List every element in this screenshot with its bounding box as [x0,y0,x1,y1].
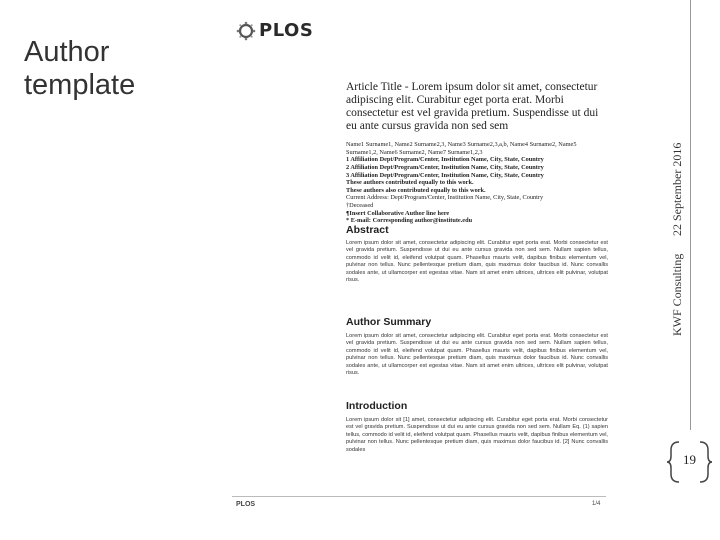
author-list: Name1 Surname1, Name2 Surname2,3, Name3 Surname2,3,a,b, Name4 Surname2, Name5 Surname1,2, Name6 Surname2, Name7 Surname1,2,3 [346,141,577,156]
author-summary-heading: Author Summary [346,316,432,328]
sidebar-author: KWF Consulting [670,253,684,336]
page-number-badge [667,440,712,484]
note-email: * E-mail: Corresponding author@institute.edu [346,217,473,225]
introduction-heading: Introduction [346,400,408,412]
sidebar-date: 22 September 2016 [670,142,684,236]
plos-logo-text: PLOS [259,20,314,41]
footer-journal: PLOS [236,501,256,508]
abstract-text: Lorem ipsum dolor sit amet, consectetur adipiscing elit. Curabitur eget porta erat. Morbi consectetur est vel gravida pretium. Suspendisse ut dui eu ante cursus gravida non sed sem. Nullam sapien tellus, commodo id velit id, eleifend volutpat quam. Phasellus mauris velit, dapibus finibus elementum vel, pulvinar non tellus. Nunc pellentesque pretium diam, quis maximus dolor faucibus id. Nunc convallis sodales ante, ut ullamcorper est egestas vitae. Nam sit amet enim ultrices, ultrices elit pulvinar, volutpat risus. [346,240,608,284]
plos-logo [236,20,313,41]
abstract-heading: Abstract [346,224,389,236]
article-title: Article Title - Lorem ipsum dolor sit amet, consectetur adipiscing elit. Curabitur eget porta erat. Morbi consectetur est vel gravida pretium. Suspendisse ut dui eu ante cursus gravida non sed sem [346,81,599,132]
affiliation-2: 2 Affiliation Dept/Program/Center, Institution Name, City, State, Country [346,164,544,171]
footer-divider [232,496,606,497]
note-current-address: Current Address: Dept/Program/Center, Institution Name, City, State, Country [346,194,544,202]
plos-logo-icon [236,21,256,41]
note-also-equal: These authors also contributed equally to this work. [346,186,486,194]
sidebar-divider [690,0,691,430]
page-number: 19 [683,452,696,467]
affiliation-1: 1 Affiliation Dept/Program/Center, Institution Name, City, State, Country [346,156,544,164]
affiliation-3: 3 Affiliation Dept/Program/Center, Institution Name, City, State, Country [346,171,544,179]
slide-title: Author template [24,36,136,101]
note-deceased: †Deceased [346,201,374,209]
note-collaborative-author: ¶Insert Collaborative Author line here [346,209,450,217]
author-summary-text: Lorem ipsum dolor sit amet, consectetur adipiscing elit. Curabitur eget porta erat. Morbi consectetur est vel gravida pretium. Suspendisse ut dui eu ante cursus gravida non sed sem. Nullam sapien tellus, commodo id velit id, eleifend volutpat quam. Phasellus mauris velit, dapibus finibus elementum vel, pulvinar non tellus. Nunc pellentesque pretium diam, quis maximus dolor faucibus id. Nunc convallis sodales ante, ut ullamcorper est egestas vitae. Nam sit amet enim ultrices, ultrices elit pulvinar, volutpat risus. [346,333,608,377]
note-equal-contribution: These authors contributed equally to this work. [346,179,474,187]
introduction-text: Lorem ipsum dolor sit [1] amet, consectetur adipiscing elit. Curabitur eget porta erat. Morbi consectetur est vel gravida pretium. Suspendisse ut dui eu ante cursus gravida non sed sem. Nullam Eq. (1) sapien tellus, commodo id velit id, eleifend volutpat quam. Phasellus mauris velit, dapibus finibus elementum vel, pulvinar non tellus. Nunc pellentesque pretium diam, quis maximus dolor faucibus id. [2] Nunc convallis sodales [346,417,608,453]
document-header [346,81,608,225]
footer-page-count: 1/4 [592,501,601,507]
